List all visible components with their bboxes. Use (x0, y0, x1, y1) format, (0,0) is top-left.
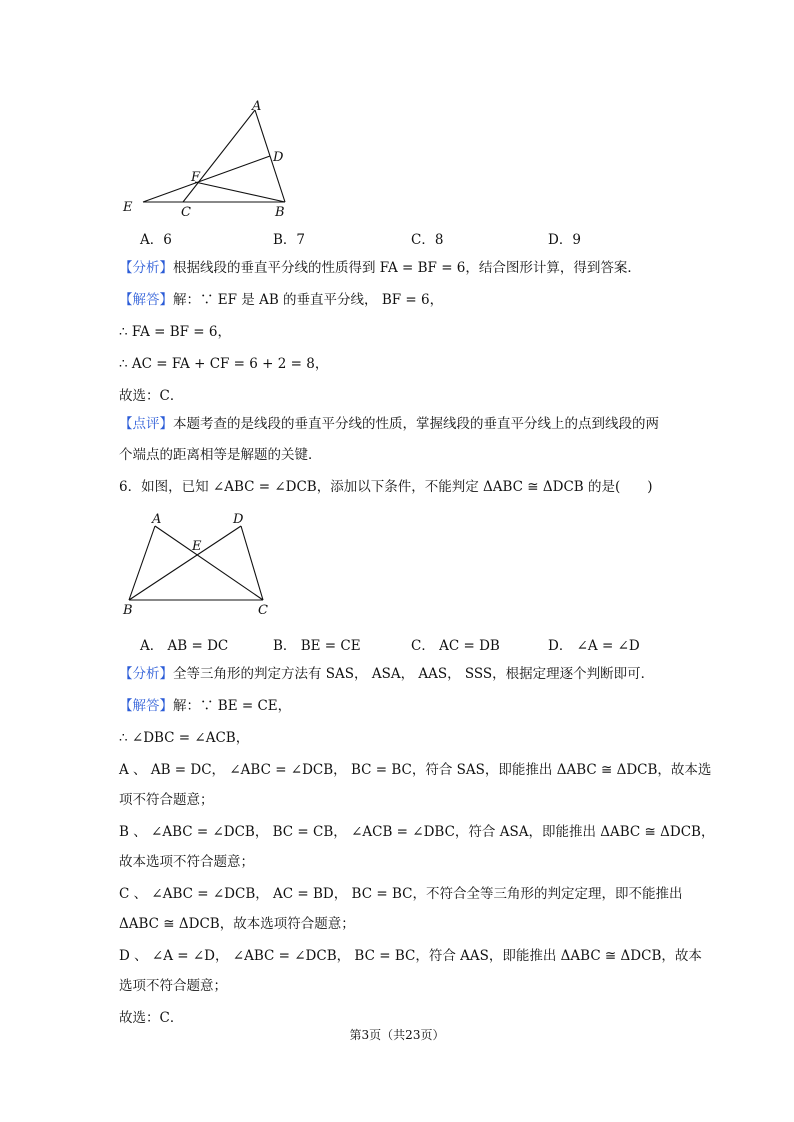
q5-option-a: A．6 (140, 232, 172, 248)
q5-option-d: D．9 (548, 232, 581, 248)
page-footer: 第3页（共23页） (349, 1028, 445, 1042)
q6-a-1: A 、 AB = DC， ∠ABC = ∠DCB， BC = BC，符合 SAS，即能推出 ΔABC ≅ ΔDCB，故本选 (119, 762, 712, 778)
q6-stem: 6．如图，已知 ∠ABC = ∠DCB，添加以下条件，不能判定 ΔABC ≅ ΔDCB 的是( ) (119, 479, 653, 495)
q5-comment-cont: 个端点的距离相等是解题的关键． (119, 447, 322, 463)
label-b: B (123, 603, 133, 618)
figure-triangle-aeb (115, 98, 305, 223)
q6-option-a: A． AB = DC (140, 638, 229, 654)
q6-option-d: D． ∠A = ∠D (548, 638, 640, 654)
label-e: E (123, 200, 133, 215)
q6-c-2: ΔABC ≅ ΔDCB，故本选项符合题意； (119, 916, 355, 932)
label-a: A (152, 512, 162, 527)
q6-option-b: B． BE = CE (273, 638, 361, 654)
label-f: F (191, 170, 201, 185)
label-c: C (258, 603, 268, 618)
q6-step1: ∴ ∠DBC = ∠ACB， (119, 730, 250, 746)
q6-b-2: 故本选项不符合题意； (119, 854, 254, 870)
q6-solution: 【解答】解：∵ BE = CE， (119, 698, 292, 714)
q5-solution: 【解答】解：∵ EF 是 AB 的垂直平分线， BF = 6， (119, 292, 444, 308)
label-d: D (233, 512, 244, 527)
q6-analysis: 【分析】全等三角形的判定方法有 SAS， ASA， AAS， SSS，根据定理逐个判断即可． (119, 666, 655, 682)
q6-b-1: B 、 ∠ABC = ∠DCB， BC = CB， ∠ACB = ∠DBC，符合 ASA，即能推出 ΔABC ≅ ΔDCB， (119, 824, 715, 840)
q5-step1: ∴ FA = BF = 6， (119, 324, 231, 340)
q5-step2: ∴ AC = FA + CF = 6 + 2 = 8， (119, 356, 329, 372)
q6-d-2: 选项不符合题意； (119, 978, 227, 994)
figure-quadrilateral-abcd (115, 508, 285, 623)
label-e: E (192, 539, 202, 554)
label-d: D (273, 150, 284, 165)
label-a: A (252, 99, 262, 114)
q5-comment: 【点评】本题考查的是线段的垂直平分线的性质，掌握线段的垂直平分线上的点到线段的两 (119, 416, 659, 432)
label-c: C (181, 205, 191, 220)
q6-d-1: D 、 ∠A = ∠D， ∠ABC = ∠DCB， BC = BC，符合 AAS，即能推出 ΔABC ≅ ΔDCB，故本 (119, 948, 702, 964)
q6-option-c: C． AC = DB (411, 638, 500, 654)
q5-answer: 故选：C． (119, 388, 184, 404)
q5-option-c: C．8 (411, 232, 444, 248)
q6-c-1: C 、 ∠ABC = ∠DCB， AC = BD， BC = BC，不符合全等三角形的判定定理，即不能推出 (119, 886, 683, 902)
q6-answer: 故选：C． (119, 1010, 184, 1026)
label-b: B (275, 205, 285, 220)
q5-analysis: 【分析】根据线段的垂直平分线的性质得到 FA = BF = 6，结合图形计算，得到答案． (119, 260, 641, 276)
q6-a-2: 项不符合题意； (119, 792, 214, 808)
q5-option-b: B．7 (273, 232, 306, 248)
